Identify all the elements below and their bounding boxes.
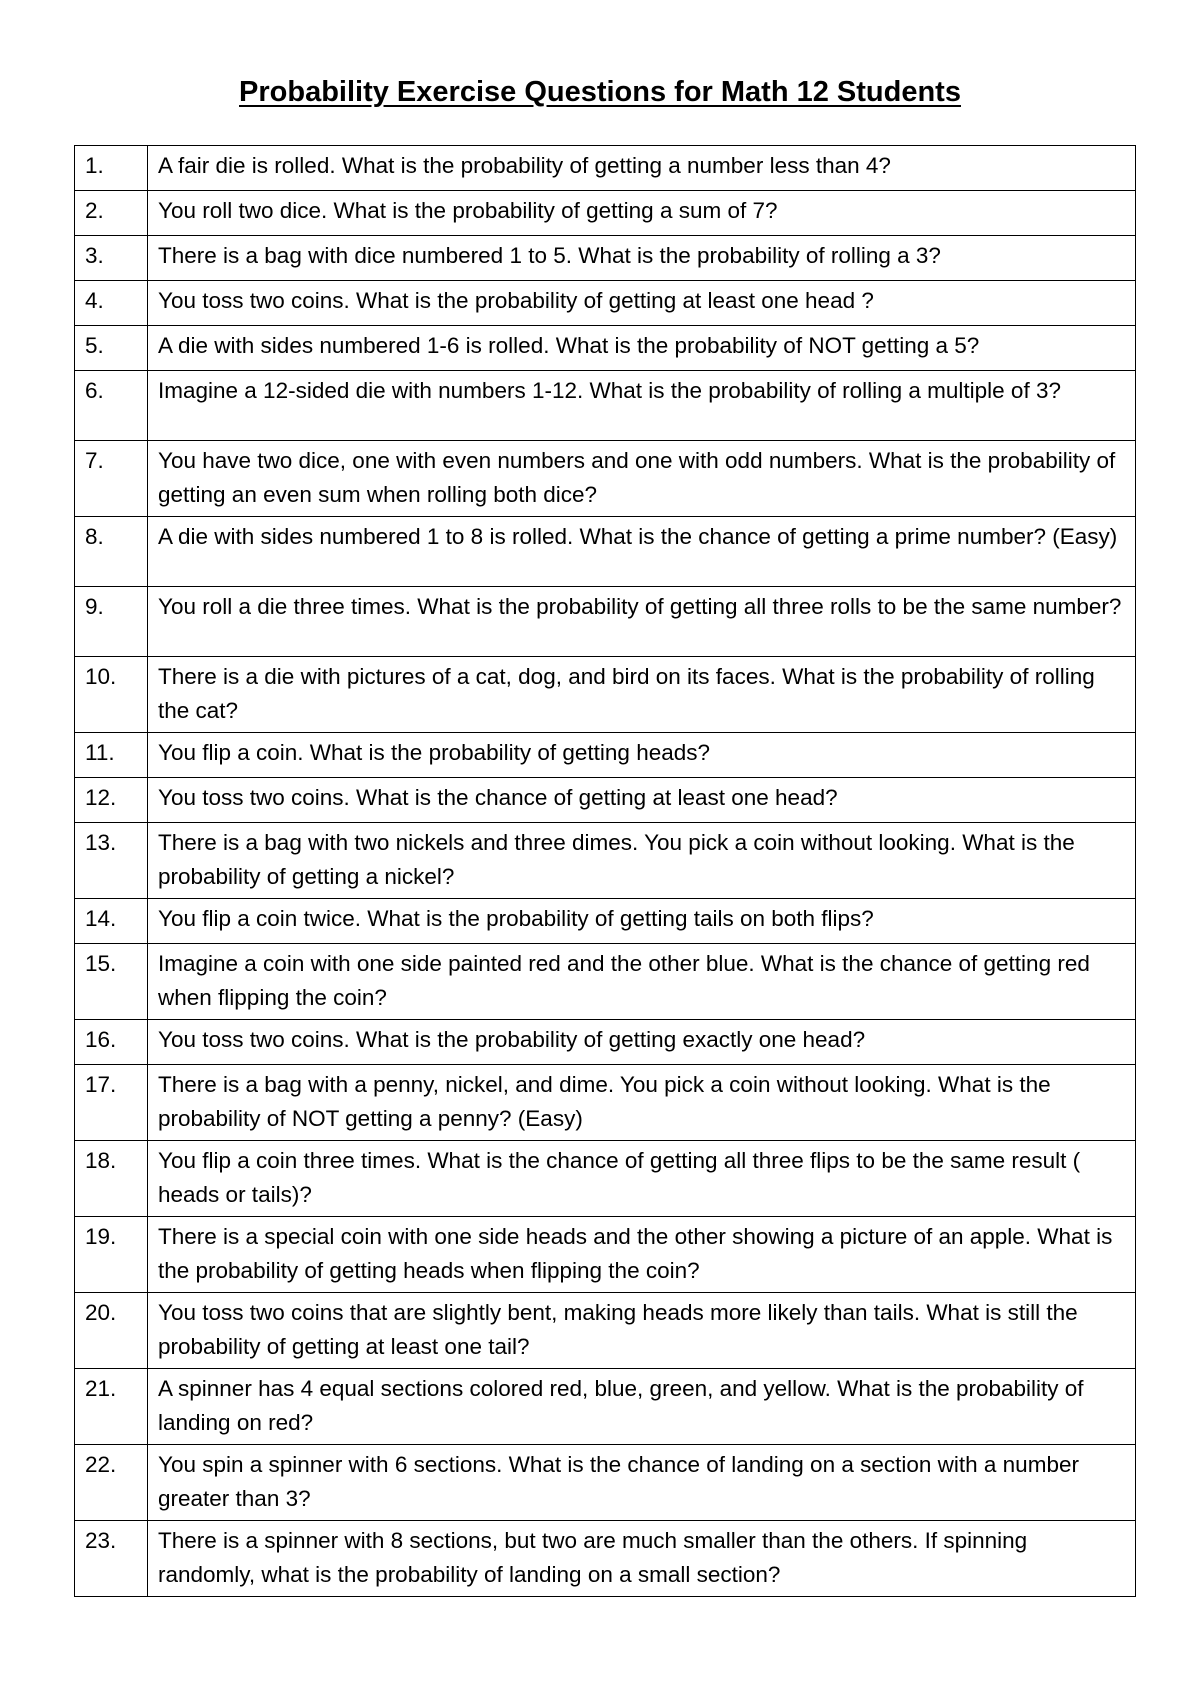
question-number: 10. [75,657,148,733]
question-number: 21. [75,1369,148,1445]
question-number: 12. [75,778,148,823]
question-text: Imagine a 12-sided die with numbers 1-12. What is the probability of rolling a multiple of 3? [148,371,1136,441]
table-row [75,1369,1136,1445]
table-row [75,1065,1136,1141]
question-text: You flip a coin. What is the probability of getting heads? [148,733,1136,778]
table-row [75,944,1136,1020]
table-row [75,587,1136,657]
question-text: There is a die with pictures of a cat, dog, and bird on its faces. What is the probability of rolling the cat? [148,657,1136,733]
question-number: 7. [75,441,148,517]
table-row [75,1445,1136,1521]
table-row [75,733,1136,778]
question-number: 8. [75,517,148,587]
question-text: A spinner has 4 equal sections colored red, blue, green, and yellow. What is the probability of landing on red? [148,1369,1136,1445]
question-number: 1. [75,146,148,191]
table-row [75,1521,1136,1597]
table-row [75,899,1136,944]
table-row [75,778,1136,823]
question-number: 16. [75,1020,148,1065]
question-number: 5. [75,326,148,371]
question-text: You flip a coin three times. What is the chance of getting all three flips to be the same result ( heads or tails)? [148,1141,1136,1217]
question-text: There is a bag with a penny, nickel, and dime. You pick a coin without looking. What is the probability of NOT getting a penny? (Easy) [148,1065,1136,1141]
question-text: You toss two coins. What is the probability of getting at least one head ? [148,281,1136,326]
question-number: 3. [75,236,148,281]
table-row [75,191,1136,236]
table-row [75,823,1136,899]
question-text: Imagine a coin with one side painted red and the other blue. What is the chance of getting red when flipping the coin? [148,944,1136,1020]
question-text: You have two dice, one with even numbers and one with odd numbers. What is the probability of getting an even sum when rolling both dice? [148,441,1136,517]
table-row [75,371,1136,441]
question-text: There is a special coin with one side heads and the other showing a picture of an apple. What is the probability of getting heads when flipping the coin? [148,1217,1136,1293]
question-number: 20. [75,1293,148,1369]
question-number: 19. [75,1217,148,1293]
table-row [75,326,1136,371]
question-number: 23. [75,1521,148,1597]
table-row [75,1293,1136,1369]
table-row [75,1020,1136,1065]
table-row [75,441,1136,517]
question-text: You roll a die three times. What is the probability of getting all three rolls to be the same number? [148,587,1136,657]
question-number: 18. [75,1141,148,1217]
question-text: You toss two coins. What is the probability of getting exactly one head? [148,1020,1136,1065]
question-number: 2. [75,191,148,236]
question-number: 6. [75,371,148,441]
question-number: 13. [75,823,148,899]
table-row [75,281,1136,326]
table-row [75,236,1136,281]
question-text: A fair die is rolled. What is the probability of getting a number less than 4? [148,146,1136,191]
table-row [75,1217,1136,1293]
question-text: A die with sides numbered 1-6 is rolled. What is the probability of NOT getting a 5? [148,326,1136,371]
question-number: 22. [75,1445,148,1521]
question-text: You spin a spinner with 6 sections. What is the chance of landing on a section with a number greater than 3? [148,1445,1136,1521]
question-text: You flip a coin twice. What is the probability of getting tails on both flips? [148,899,1136,944]
question-text: You roll two dice. What is the probability of getting a sum of 7? [148,191,1136,236]
table-row [75,517,1136,587]
table-row [75,657,1136,733]
question-number: 4. [75,281,148,326]
table-row [75,1141,1136,1217]
page-title: Probability Exercise Questions for Math 12 Students [239,76,961,108]
table-row [75,146,1136,191]
question-text: You toss two coins. What is the chance of getting at least one head? [148,778,1136,823]
question-text: There is a bag with two nickels and three dimes. You pick a coin without looking. What is the probability of getting a nickel? [148,823,1136,899]
questions-table [74,145,1136,1597]
question-text: A die with sides numbered 1 to 8 is rolled. What is the chance of getting a prime number? (Easy) [148,517,1136,587]
question-number: 9. [75,587,148,657]
question-number: 15. [75,944,148,1020]
question-text: You toss two coins that are slightly bent, making heads more likely than tails. What is still the probability of getting at least one tail? [148,1293,1136,1369]
question-text: There is a spinner with 8 sections, but two are much smaller than the others. If spinning randomly, what is the probability of landing on a small section? [148,1521,1136,1597]
question-text: There is a bag with dice numbered 1 to 5. What is the probability of rolling a 3? [148,236,1136,281]
question-number: 11. [75,733,148,778]
question-number: 17. [75,1065,148,1141]
question-number: 14. [75,899,148,944]
